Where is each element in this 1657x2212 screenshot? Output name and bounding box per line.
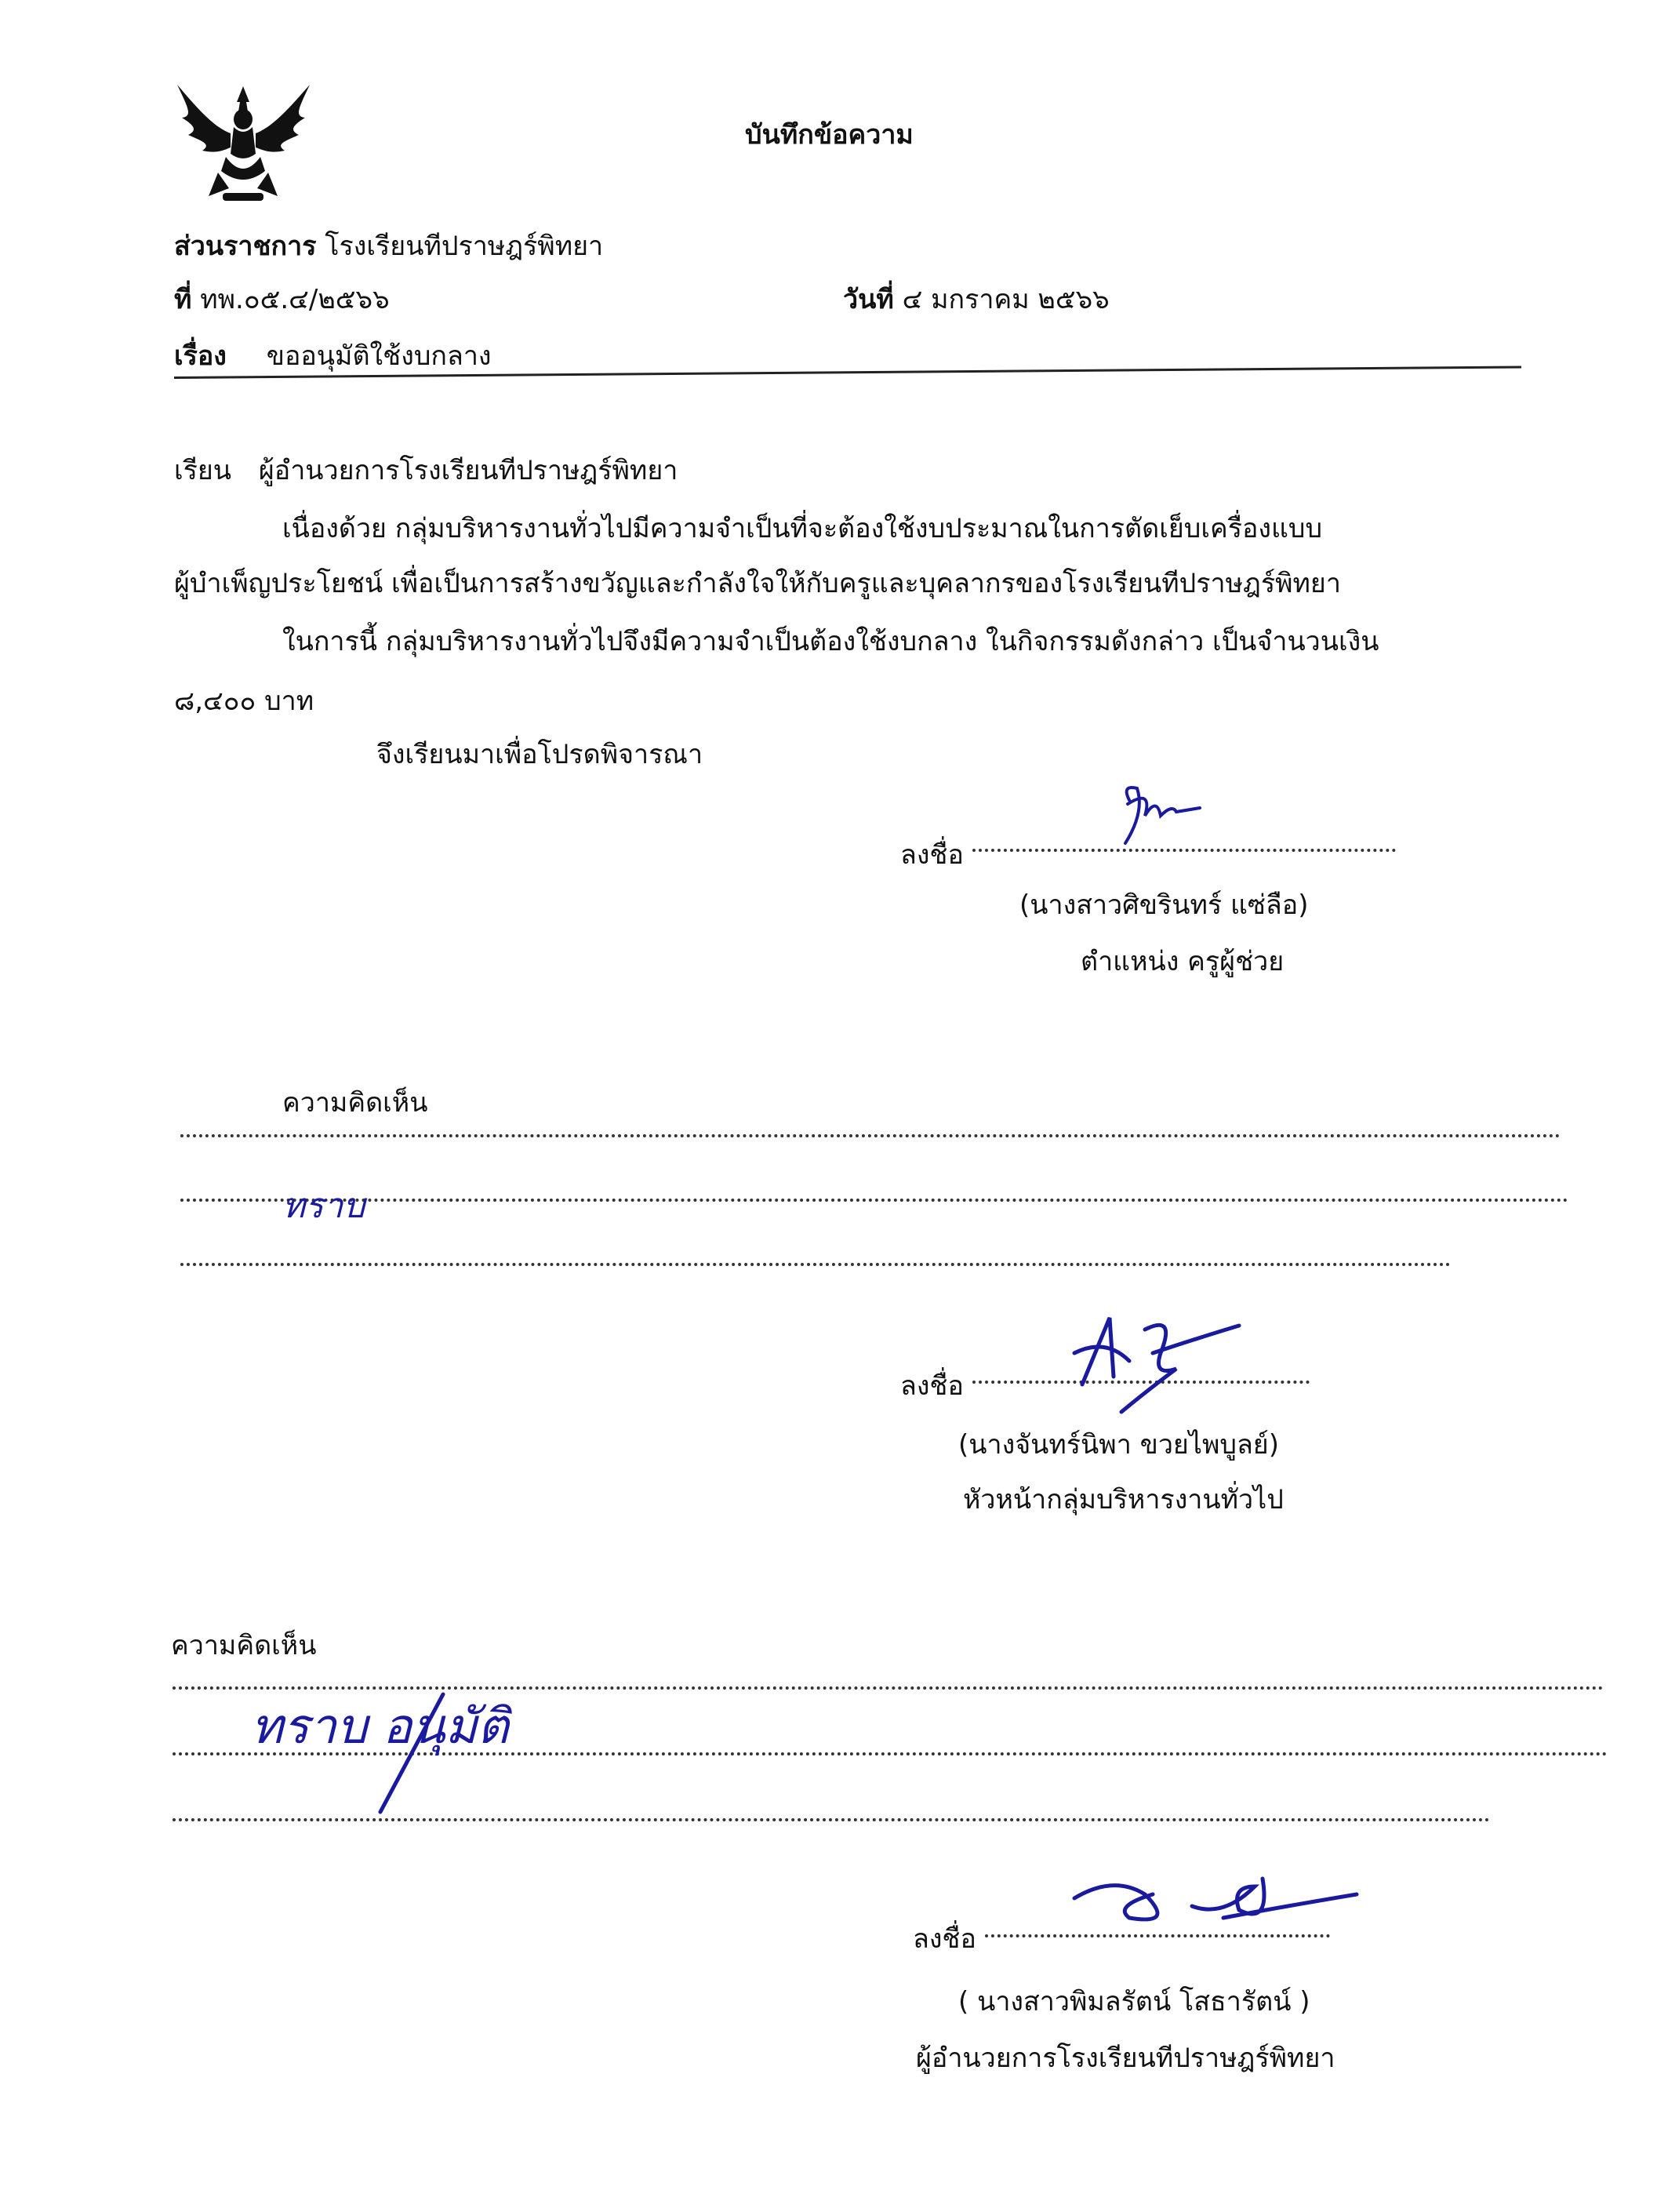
garuda-emblem-icon — [171, 78, 316, 204]
comment-label-2: ความคิดเห็น — [171, 1630, 317, 1661]
reference-line — [174, 282, 390, 317]
signatory-position-2: หัวหน้ากลุ่มบริหารงานทั่วไป — [963, 1484, 1284, 1515]
date-label: วันที่ — [843, 284, 894, 315]
handwritten-comment-1: ทราบ — [282, 1186, 365, 1226]
comment-1-line-1 — [180, 1134, 1561, 1137]
signatory-position-1: ตำแหน่ง ครูผู้ช่วย — [1081, 946, 1285, 977]
closing-line: จึงเรียนมาเพื่อโปรดพิจารณา — [376, 739, 703, 770]
department-value: โรงเรียนทีปราษฎร์พิทยา — [325, 231, 604, 262]
signatory-name-1: (นางสาวศิขรินทร์ แซ่ลือ) — [1019, 890, 1309, 921]
salutation-line — [174, 453, 678, 488]
signatory-name-2: (นางจันทร์นิพา ขวยไพบูลย์) — [958, 1429, 1279, 1461]
body-line-3: ในการนี้ กลุ่มบริหารงานทั่วไปจึงมีความจำเป็นต้องใช้งบกลาง ในกิจกรรมดังกล่าว เป็นจำนวนเงิน — [282, 626, 1379, 657]
date-line — [843, 282, 1110, 317]
department-line — [174, 229, 603, 264]
department-label: ส่วนราชการ — [174, 231, 317, 262]
reference-label: ที่ — [174, 284, 192, 315]
salutation-value: ผู้อำนวยการโรงเรียนทีปราษฎร์พิทยา — [258, 455, 678, 486]
signatory-name-3: ( นางสาวพิมลรัตน์ โสธารัตน์ ) — [958, 1986, 1310, 2017]
comment-1-line-2 — [180, 1199, 1568, 1202]
salutation-label: เรียน — [174, 455, 232, 486]
comment-1-line-3 — [180, 1263, 1451, 1266]
subject-label: เรื่อง — [174, 340, 227, 372]
body-line-2: ผู้บำเพ็ญประโยชน์ เพื่อเป็นการสร้างขวัญและกำลังใจให้กับครูและบุคลากรของโรงเรียนทีปราษฎร์พิทยา — [174, 568, 1341, 599]
reference-value: ทพ.๐๕.๔/๒๕๖๖ — [200, 284, 390, 315]
signature-mark-3 — [1067, 1863, 1364, 1941]
memo-title: บันทึกข้อความ — [745, 119, 914, 151]
signature-line-1 — [972, 849, 1396, 852]
comment-label-1: ความคิดเห็น — [282, 1087, 428, 1119]
handwritten-slash-mark — [369, 1686, 455, 1820]
subject-value: ขออนุมัติใช้งบกลาง — [266, 340, 492, 372]
signature-label-1: ลงชื่อ — [900, 839, 964, 871]
signatory-position-3: ผู้อำนวยการโรงเรียนทีปราษฎร์พิทยา — [916, 2043, 1335, 2074]
handwritten-comment-2: ทราบ อนุมัติ — [251, 1697, 509, 1755]
signature-label-2: ลงชื่อ — [900, 1370, 964, 1402]
body-line-1: เนื่องด้วย กลุ่มบริหารงานทั่วไปมีความจำเป็นที่จะต้องใช้งบประมาณในการตัดเย็บเครื่องแบบ — [282, 513, 1323, 544]
signature-mark-1 — [1098, 780, 1208, 847]
subject-line — [174, 339, 492, 373]
signature-mark-2 — [1067, 1306, 1255, 1416]
date-value: ๔ มกราคม ๒๕๖๖ — [902, 284, 1110, 315]
body-line-4: ๘,๔๐๐ บาท — [174, 686, 314, 717]
signature-label-3: ลงชื่อ — [913, 1923, 976, 1955]
